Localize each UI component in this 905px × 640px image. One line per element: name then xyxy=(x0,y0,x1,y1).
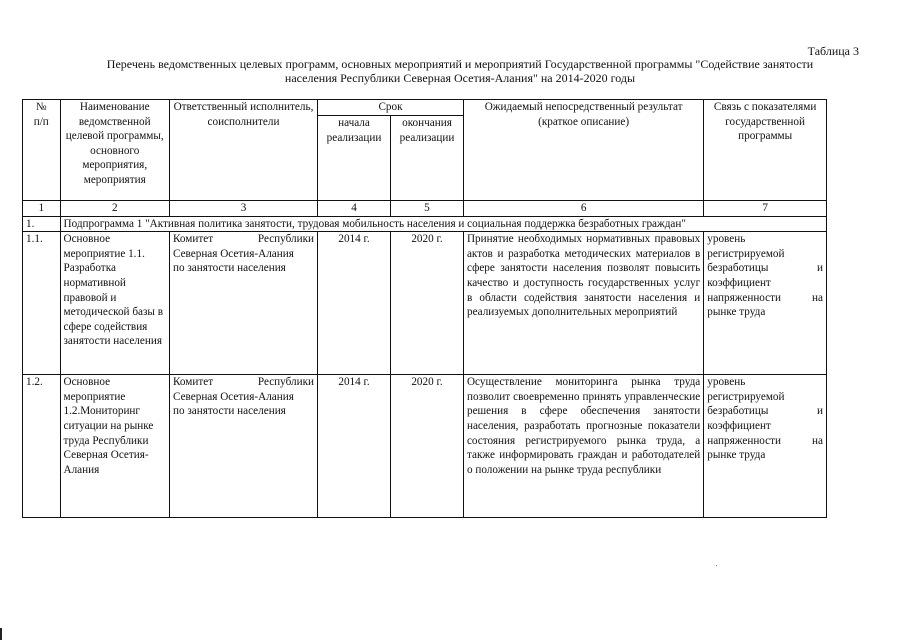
header-link: Связь с показателями государственной программы xyxy=(704,100,827,201)
scan-edge-mark xyxy=(0,628,2,640)
col-number: 5 xyxy=(390,201,463,217)
row-start: 2014 г. xyxy=(318,375,391,518)
row-result: Принятие необходимых нормативных правовых актов и разработка методических материалов в сфере занятости населения позволят повысить качество и доступность государственных услуг в области содействия занятости населения и реализуемых дополнительных мероприятий xyxy=(463,232,703,375)
subprogram-row xyxy=(23,216,827,232)
row-link: уровень регистрируемой безработицы и коэффициент напряженности на рынке труда xyxy=(704,232,827,375)
row-end: 2020 г. xyxy=(390,232,463,375)
header-result: Ожидаемый непосредственный результат (краткое описание) xyxy=(463,100,703,201)
col-number: 2 xyxy=(60,201,169,217)
header-start: начала реализации xyxy=(318,116,391,201)
header-responsible: Ответственный исполнитель, соисполнители xyxy=(169,100,317,201)
col-number: 3 xyxy=(169,201,317,217)
col-number: 6 xyxy=(463,201,703,217)
row-responsible: Комитет Республики Северная Осетия-Алания по занятости населения xyxy=(169,232,317,375)
row-end: 2020 г. xyxy=(390,375,463,518)
row-result: Осуществление мониторинга рынка труда позволит своевременно принять управленческие решения в сфере обеспечения занятости населения, разработать прогнозные показатели состояния регистрируемого рынка труда, а также информировать граждан и работодателей о положении на рынке труда республики xyxy=(463,375,703,518)
row-name: Основное мероприятие 1.2.Мониторинг ситуации на рынке труда Республики Северная Осетия-Алания xyxy=(60,375,169,518)
table-number-label: Таблица 3 xyxy=(807,44,859,58)
document-title-line-1: Перечень ведомственных целевых программ, основных мероприятий и мероприятий Государственной программы "Содействие занятости xyxy=(106,57,814,71)
table-row xyxy=(23,232,827,375)
document-title xyxy=(60,57,860,85)
row-responsible: Комитет Республики Северная Осетия-Алания по занятости населения xyxy=(169,375,317,518)
row-num: 1.1. xyxy=(23,232,61,375)
header-num: № п/п xyxy=(23,100,61,201)
header-name: Наименование ведомственной целевой программы, основного мероприятия, мероприятия xyxy=(60,100,169,201)
document-title-line-2: населения Республики Северная Осетия-Алания" на 2014-2020 годы xyxy=(284,71,636,85)
col-number: 1 xyxy=(23,201,61,217)
col-number: 4 xyxy=(318,201,391,217)
header-row-1 xyxy=(23,100,827,116)
programs-table xyxy=(22,99,827,518)
header-term: Срок xyxy=(318,100,464,116)
row-start: 2014 г. xyxy=(318,232,391,375)
col-number: 7 xyxy=(704,201,827,217)
subprogram-title: Подпрограмма 1 "Активная политика занятости, трудовая мобильность населения и социальная поддержка безработных граждан" xyxy=(60,216,827,232)
row-name: Основное мероприятие 1.1. Разработка нормативной правовой и методической базы в сфере содействия занятости населения xyxy=(60,232,169,375)
row-num: 1.2. xyxy=(23,375,61,518)
table-row xyxy=(23,375,827,518)
row-link: уровень регистрируемой безработицы и коэффициент напряженности на рынке труда xyxy=(704,375,827,518)
column-numbers-row xyxy=(23,201,827,217)
header-end: окончания реализации xyxy=(390,116,463,201)
scan-speck xyxy=(716,565,717,566)
subprogram-num: 1. xyxy=(23,216,61,232)
